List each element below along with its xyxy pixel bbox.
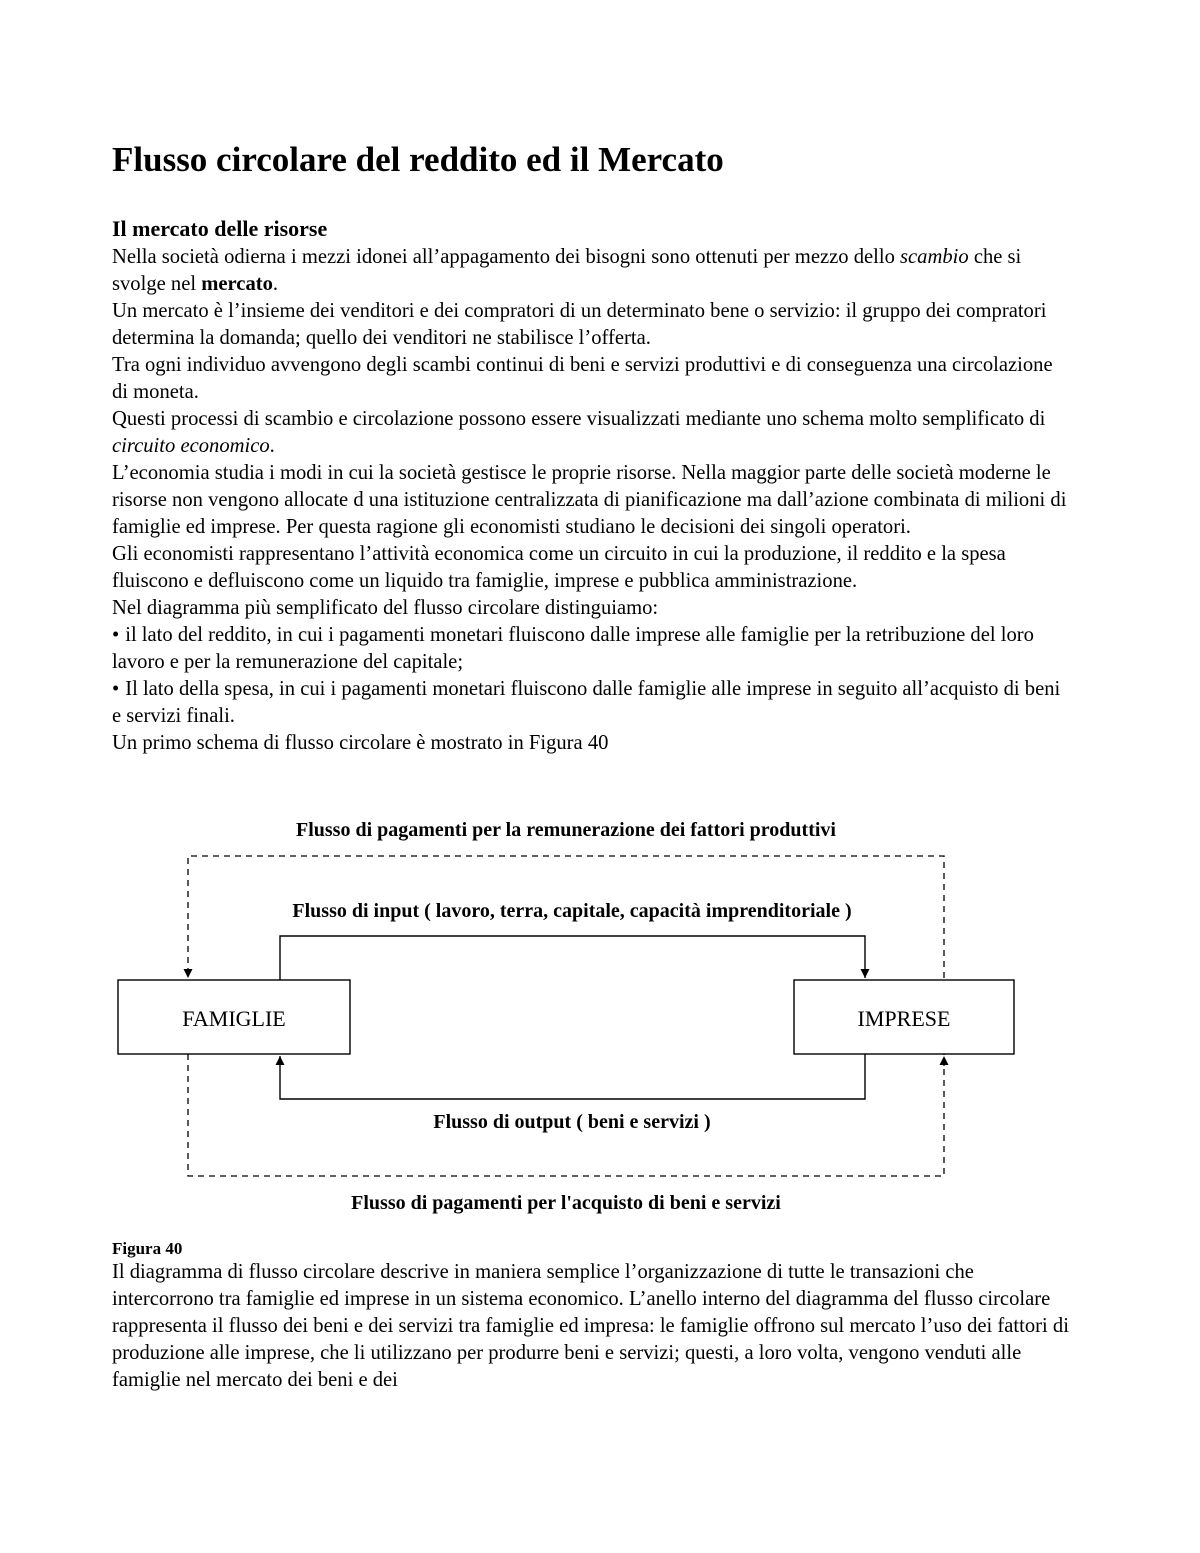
paragraph-1-text-a: Nella società odierna i mezzi idonei all’appagamento dei bisogni sono ottenuti per mezzo dello (112, 246, 901, 268)
closing-paragraph: Il diagramma di flusso circolare descrive in maniera semplice l’organizzazione di tutte le transazioni che intercorrono tra famiglie ed imprese in un sistema economico. L’anello interno del diagramma del flusso circolare rappresenta il flusso dei beni e dei servizi tra famiglie ed impresa: le famiglie offrono sul mercato l’uso dei fattori di produzione alle imprese, che li utilizzano per produrre beni e servizi; questi, a loro volta, vengono venduti alle famiglie nel mercato dei beni e dei (112, 1261, 1069, 1391)
figure-caption: Figura 40 (112, 1239, 183, 1258)
bullet-item-1-text: il lato del reddito, in cui i pagamenti monetari fluiscono dalle imprese alle famiglie per la retribuzione del loro lavoro e per la remunerazione del capitale; (112, 624, 1034, 673)
paragraph-3: Tra ogni individuo avvengono degli scambi continui di beni e servizi produttivi e di conseguenza una circolazione di moneta. (112, 354, 1053, 403)
page-title: Flusso circolare del reddito ed il Mercato (112, 140, 724, 179)
section-heading: Il mercato delle risorse (112, 216, 328, 241)
input-flow-label: Flusso di input ( lavoro, terra, capitale, capacità imprenditoriale ) (292, 900, 852, 922)
paragraph-8: Un primo schema di flusso circolare è mostrato in Figura 40 (112, 732, 609, 754)
paragraph-1 (112, 244, 1072, 298)
paragraph-4-text-a: Questi processi di scambio e circolazione possono essere visualizzati mediante uno schema molto semplificato di (112, 408, 1046, 430)
output-flow-label: Flusso di output ( beni e servizi ) (433, 1111, 711, 1133)
top-flow-label: Flusso di pagamenti per la remunerazione dei fattori produttivi (296, 819, 836, 841)
bottom-flow-label: Flusso di pagamenti per l'acquisto di beni e servizi (351, 1192, 781, 1214)
paragraph-4-text-b: . (269, 435, 275, 457)
bullet-item-2 (112, 676, 1072, 730)
bullet-item-2-text: Il lato della spesa, in cui i pagamenti monetari fluiscono dalle famiglie alle imprese in seguito all’acquisto di beni e servizi finali. (112, 678, 1061, 727)
famiglie-label: FAMIGLIE (182, 1006, 286, 1031)
input-flow-arrow (280, 936, 865, 980)
imprese-label: IMPRESE (857, 1006, 951, 1031)
body-text (112, 244, 1072, 757)
paragraph-6: Gli economisti rappresentano l’attività economica come un circuito in cui la produzione, il reddito e la spesa fluiscono e defluiscono come un liquido tra famiglie, imprese e pubblica amministrazione. (112, 543, 1006, 592)
output-flow-arrow (280, 1054, 865, 1099)
paragraph-7: Nel diagramma più semplificato del flusso circolare distinguiamo: (112, 597, 659, 619)
paragraph-1-emphasis: scambio (900, 246, 969, 268)
circular-flow-diagram (100, 812, 1100, 1222)
paragraph-1-text-c: . (272, 273, 279, 295)
paragraph-4 (112, 406, 1072, 460)
paragraph-5: L’economia studia i modi in cui la società gestisce le proprie risorse. Nella maggior parte delle società moderne le risorse non vengono allocate d una istituzione centralizzata di pianificazione ma dall’azione combinata di milioni di famiglie ed imprese. Per questa ragione gli economisti studiano le decisioni dei singoli operatori. (112, 462, 1067, 538)
paragraph-1-strong: mercato (201, 273, 273, 295)
paragraph-1-text-b: che si svolge nel (112, 246, 1022, 295)
paragraph-4-emphasis: circuito economico (112, 435, 270, 457)
bullet-item-1 (112, 622, 1072, 676)
paragraph-2: Un mercato è l’insieme dei venditori e dei compratori di un determinato bene o servizio: il gruppo dei compratori determina la domanda; quello dei venditori ne stabilisce l’offerta. (112, 300, 1047, 349)
